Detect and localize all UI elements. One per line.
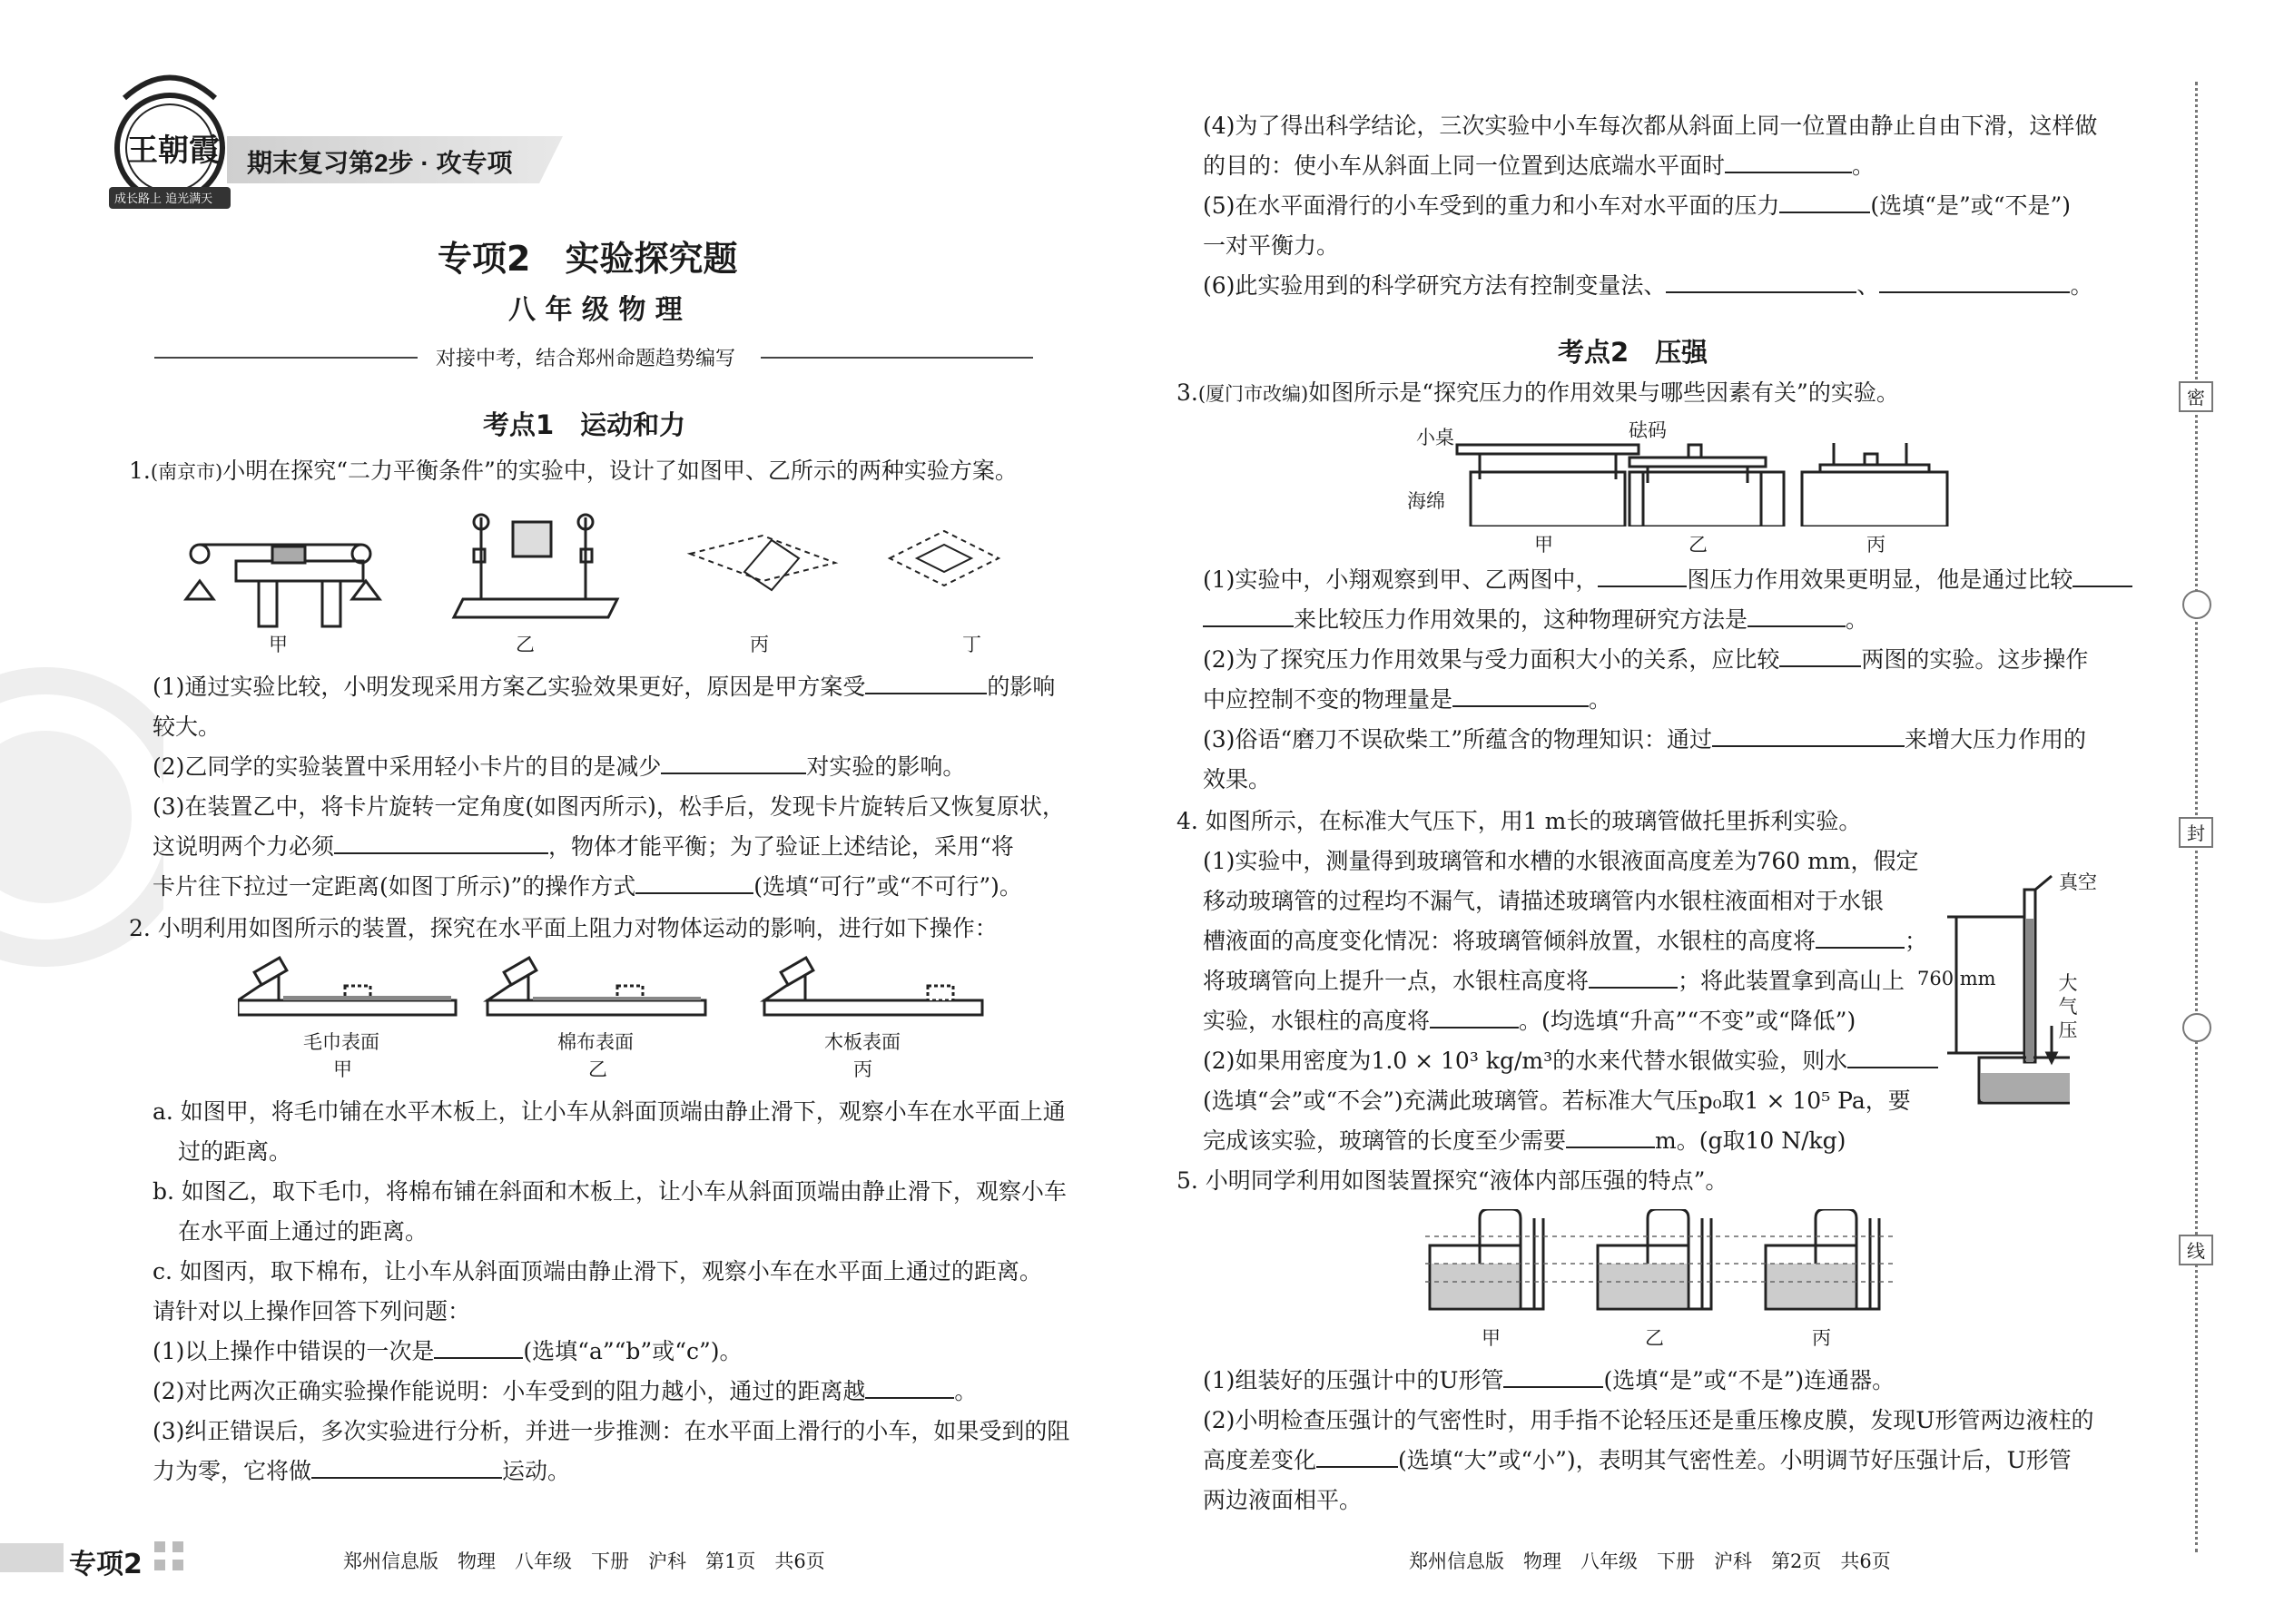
q3-part1-cont: 来比较压力作用效果的，这种物理研究方法是 。 — [1203, 605, 1868, 635]
section-heading: 考点1 运动和力 — [483, 409, 686, 440]
tagline: 对接中考，结合郑州命题趋势编写 — [436, 348, 736, 370]
figure-caption: 丙 — [1866, 534, 1885, 556]
q2-step-a-cont: 过的距离。 — [178, 1138, 292, 1165]
q3-part3-cont: 效果。 — [1203, 766, 1272, 792]
q4-line: 实验，水银柱的高度将 。(均选填“升高”“不变”或“降低”) — [1203, 1008, 1856, 1034]
figure-caption: 甲 — [1482, 1327, 1501, 1349]
q5-part2: (2)小明检查压强计的气密性时，用手指不论轻压还是重压橡皮膜，发现U形管两边液柱的 — [1203, 1407, 2094, 1433]
divider — [761, 357, 1033, 359]
q4-line: (选填“会”或“不会”)充满此玻璃管。若标准大气压p₀取1 × 10⁵ Pa，要 — [1203, 1088, 1911, 1114]
question-2-intro: 2. 小明利用如图所示的装置，探究在水平面上阻力对物体运动的影响，进行如下操作： — [129, 915, 998, 941]
section-heading: 考点2 压强 — [1558, 337, 1708, 368]
seal-mark: 密 — [2179, 381, 2213, 412]
figure-q2-ramps — [238, 955, 1055, 1019]
q2-step-c: c. 如图丙，取下棉布，让小车从斜面顶端由静止滑下，观察小车在水平面上通过的距离。 — [153, 1258, 1042, 1284]
figure-caption: 甲 — [269, 634, 288, 655]
q5-part2-cont: 高度差变化 (选填“大”或“小”)，表明其气密性差。小明调节好压强计后，U形管 — [1203, 1447, 2072, 1473]
page-title: 专项2 实验探究题 — [438, 239, 738, 279]
q3-part3: (3)俗语“磨刀不误砍柴工”所蕴含的物理知识：通过 来增大压力作用的 — [1203, 726, 2086, 753]
q4-line: 槽液面的高度变化情况：将玻璃管倾斜放置，水银柱的高度将 ； — [1203, 928, 1928, 954]
logo-motto: 成长路上 追光满天 — [114, 192, 213, 206]
figure-caption: 乙 — [516, 634, 535, 655]
figure-label: 大气压 — [2058, 972, 2078, 1041]
q4-line: 移动玻璃管的过程均不漏气，请描述玻璃管内水银柱液面相对于水银 — [1203, 888, 1885, 914]
q1-part3: (3)在装置乙中，将卡片旋转一定角度(如图丙所示)，松手后，发现卡片旋转后又恢复原状， — [153, 793, 1065, 820]
binding-hole-icon — [2182, 1013, 2211, 1042]
page-subtitle: 八 年 级 物 理 — [508, 294, 683, 326]
surface-label: 棉布表面 — [557, 1031, 634, 1053]
figure-caption: 甲 — [333, 1058, 352, 1080]
q2-part6: (6)此实验用到的科学研究方法有控制变量法、 、 。 — [1203, 272, 2093, 299]
figure-q1-apparatus — [182, 508, 1117, 635]
q2-part3-cont: 力为零，它将做 运动。 — [153, 1458, 571, 1484]
figure-label: 760 mm — [1917, 968, 1996, 989]
q2-step-b-cont: 在水平面上通过的距离。 — [178, 1218, 428, 1245]
q1-part3-cont: 这说明两个力必须 ，物体才能平衡；为了验证上述结论，采用“将 — [153, 833, 1014, 860]
figure-caption: 丁 — [962, 634, 981, 655]
q2-part4: (4)为了得出科学结论，三次实验中小车每次都从斜面上同一位置由静止自由下滑，这样做 — [1203, 113, 2098, 139]
logo-text: 王朝霞 — [127, 133, 220, 169]
q5-part1: (1)组装好的压强计中的U形管 (选填“是”或“不是”)连通器。 — [1203, 1367, 1895, 1393]
q2-part5: (5)在水平面滑行的小车受到的重力和小车对水平面的压力 (选填“是”或“不是”) — [1203, 192, 2072, 219]
q2-part1: (1)以上操作中错误的一次是 (选填“a”“b”或“c”)。 — [153, 1338, 743, 1364]
q1-part3-cont2: 卡片往下拉过一定距离(如图丁所示)”的操作方式 (选填“可行”或“不可行”)。 — [153, 873, 1022, 900]
q3-part2: (2)为了探究压力作用效果与受力面积大小的关系，应比较 两图的实验。这步操作 — [1203, 646, 2089, 673]
page-footer: 郑州信息版 物理 八年级 下册 沪科 第2页 共6页 — [1409, 1550, 1891, 1572]
q2-ask: 请针对以上操作回答下列问题： — [153, 1298, 471, 1324]
brand-logo — [102, 62, 238, 216]
q1-part1: (1)通过实验比较，小明发现采用方案乙实验效果更好，原因是甲方案受 的影响 — [153, 674, 1056, 700]
figure-label: 小桌 — [1416, 427, 1454, 448]
q2-step-a: a. 如图甲，将毛巾铺在水平木板上，让小车从斜面顶端由静止滑下，观察小车在水平面上通 — [153, 1098, 1066, 1125]
question-5-intro: 5. 小明同学利用如图装置探究“液体内部压强的特点”。 — [1177, 1167, 1728, 1194]
divider — [154, 357, 418, 359]
figure-caption: 乙 — [588, 1058, 607, 1080]
figure-label: 真空 — [2059, 871, 2097, 893]
question-4-intro: 4. 如图所示，在标准大气压下，用1 m长的玻璃管做托里拆利实验。 — [1177, 808, 1862, 834]
q3-part1: (1)实验中，小翔观察到甲、乙两图中， 图压力作用效果更明显，他是通过比较 — [1203, 565, 2132, 595]
footer-tag: 专项2 — [69, 1549, 143, 1580]
q2-part3: (3)纠正错误后，多次实验进行分析，并进一步推测：在水平面上滑行的小车，如果受到的阻 — [153, 1418, 1070, 1444]
seal-mark: 线 — [2179, 1235, 2213, 1265]
figure-caption: 甲 — [1534, 534, 1553, 556]
q1-part1-cont: 较大。 — [153, 714, 222, 740]
footer-bar — [0, 1543, 64, 1572]
q3-part2-cont: 中应控制不变的物理量是 。 — [1203, 686, 1612, 713]
figure-caption: 丙 — [750, 634, 769, 655]
q2-part4-cont: 的目的：使小车从斜面上同一位置到达底端水平面时 。 — [1203, 153, 1876, 179]
figure-caption: 乙 — [1689, 534, 1708, 556]
header-banner-text: 期末复习第2步 · 攻专项 — [247, 149, 513, 177]
question-1-intro: 1.(南京市)小明在探究“二力平衡条件”的实验中，设计了如图甲、乙所示的两种实验方案。 — [129, 458, 1018, 484]
q4-line: (2)如果用密度为1.0 × 10³ kg/m³的水来代替水银做实验，则水 — [1203, 1046, 1938, 1077]
q2-part2: (2)对比两次正确实验操作能说明：小车受到的阻力越小，通过的距离越 。 — [153, 1378, 978, 1404]
figure-caption: 乙 — [1645, 1327, 1664, 1349]
figure-q3-sponges — [1452, 427, 1961, 527]
figure-q5-manometers — [1425, 1209, 1897, 1318]
figure-q4-torricelli — [1915, 871, 2070, 1107]
footer-grid-icon — [154, 1541, 185, 1572]
surface-label: 毛巾表面 — [303, 1031, 379, 1053]
page-footer: 郑州信息版 物理 八年级 下册 沪科 第1页 共6页 — [343, 1550, 825, 1572]
q5-part2-cont2: 两边液面相平。 — [1203, 1487, 1363, 1513]
surface-label: 木板表面 — [824, 1031, 901, 1053]
q4-line: (1)实验中，测量得到玻璃管和水槽的水银液面高度差为760 mm，假定 — [1203, 848, 1919, 874]
q1-part2: (2)乙同学的实验装置中采用轻小卡片的目的是减少 对实验的影响。 — [153, 753, 966, 780]
figure-label: 砝码 — [1629, 419, 1667, 441]
figure-caption: 丙 — [853, 1058, 872, 1080]
q4-line: 将玻璃管向上提升一点，水银柱高度将 ；将此装置拿到高山上 — [1203, 968, 1905, 994]
question-3-intro: 3.(厦门市改编)如图所示是“探究压力的作用效果与哪些因素有关”的实验。 — [1177, 379, 1899, 406]
binding-hole-icon — [2182, 590, 2211, 619]
figure-caption: 丙 — [1812, 1327, 1831, 1349]
q4-line: 完成该实验，玻璃管的长度至少需要 m。(g取10 N/kg) — [1203, 1127, 1846, 1154]
seal-mark: 封 — [2179, 817, 2213, 848]
figure-label: 海绵 — [1407, 490, 1445, 512]
q2-step-b: b. 如图乙，取下毛巾，将棉布铺在斜面和木板上，让小车从斜面顶端由静止滑下，观察小车 — [153, 1178, 1067, 1205]
q2-part5-cont: 一对平衡力。 — [1203, 232, 1340, 259]
